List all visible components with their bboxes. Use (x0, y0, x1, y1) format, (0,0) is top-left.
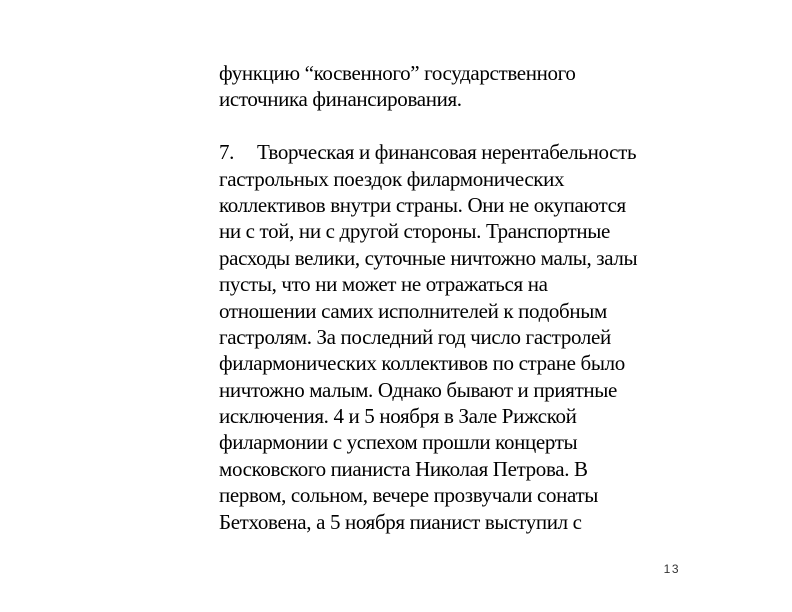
text-line: первом, сольном, вечере прозвучали сонаты (219, 483, 599, 508)
text-line: филармонии с успехом прошли концерты (219, 430, 578, 455)
text-line: Бетховена, а 5 ноября пианист выступил с (219, 509, 582, 534)
text-line: пусты, что ни может не отражаться на (219, 272, 548, 297)
text-line: московского пианиста Николая Петрова. В (219, 456, 588, 481)
text-line: исключения. 4 и 5 ноября в Зале Рижской (219, 404, 577, 429)
text-line: Творческая и финансовая нерентабельность (257, 140, 637, 165)
text-line: источника финансирования. (219, 87, 462, 112)
text-line: филармонических коллективов по стране было (219, 351, 625, 376)
text-line: гастролям. За последний год число гастролей (219, 324, 611, 349)
list-item-first-line (219, 139, 689, 165)
text-line: функцию “косвенного” государственного (219, 61, 576, 85)
page-number: 13 (663, 562, 680, 576)
text-line: расходы велики, суточные ничтожно малы, залы (219, 245, 638, 270)
text-line: ничтожно малым. Однако бывают и приятные (219, 377, 618, 402)
text-line: гастрольных поездок филармонических (219, 166, 565, 191)
text-line: коллективов внутри страны. Они не окупаются (219, 192, 626, 217)
text-line: ни с той, ни с другой стороны. Транспортные (219, 219, 610, 244)
list-item-number: 7. (219, 140, 235, 165)
paragraph-gap (219, 113, 689, 139)
body-text (219, 60, 689, 535)
text-line: отношении самих исполнителей к подобным (219, 298, 607, 323)
